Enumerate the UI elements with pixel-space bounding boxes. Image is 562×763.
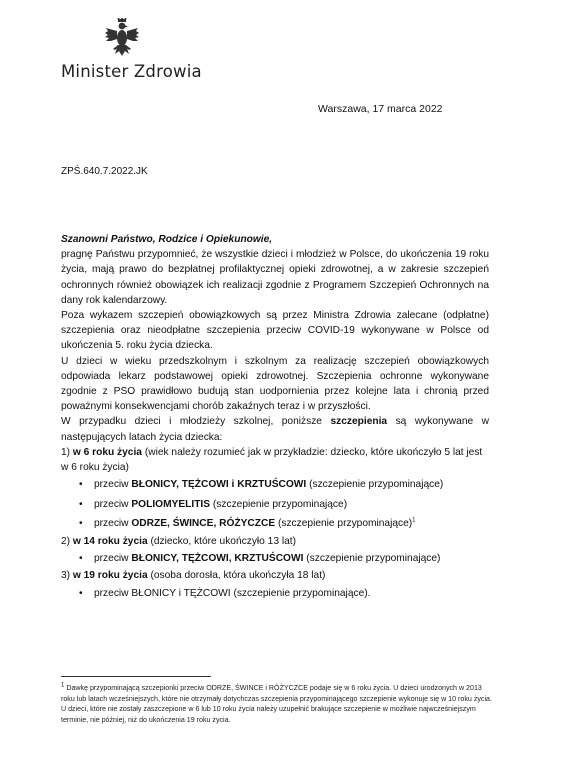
greeting: Szanowni Państwo, Rodzice i Opiekunowie, (61, 234, 273, 245)
vaccine-list-3 (61, 584, 489, 604)
paragraph-4: W przypadku dzieci i młodzieży szkolnej, poniższe szczepienia są wykonywane w następujących latach życia dziecka: (61, 416, 489, 443)
vaccine-item: • przeciw BŁONICY, TĘŻCOWI, KRZTUŚCOWI (szczepienie przypominające) (61, 549, 489, 569)
schedule-section-3: 3) w 19 roku życia (osoba dorosła, która ukończyła 18 lat) (61, 570, 326, 582)
schedule-section-1: 1) w 6 roku życia (wiek należy rozumieć jak w przykładzie: dziecko, które ukończyło 5 lat jest w 6 roku życia) (61, 446, 483, 474)
vaccine-item: • przeciw ODRZE, ŚWINCE, RÓŻYCZCE (szczepienie przypominające)$^1$ (61, 514, 489, 534)
paragraph-2: Poza wykazem szczepień obowiązkowych są przez Ministra Zdrowia zalecane (odpłatne) szczepienia oraz nieodpłatne szczepienia przeciw COVID-19 wykonywane w Polsce od ukończenia 5. roku życia dziecka. (61, 310, 489, 352)
vaccine-list-1 (61, 475, 489, 534)
footnote-divider (61, 676, 211, 677)
schedule-section-2: 2) w 14 roku życia (dziecko, które ukończyło 13 lat) (61, 535, 296, 547)
footnote-ref: 1 (412, 517, 416, 524)
vaccine-list-2 (61, 549, 489, 569)
ministry-title: Minister Zdrowia (61, 62, 202, 81)
vaccine-item: • przeciw BŁONICY i TĘŻCOWI (szczepienie przypominające). (61, 584, 489, 604)
polish-eagle-emblem-icon (104, 18, 140, 60)
vaccine-item: • przeciw POLIOMYELITIS (szczepienie przypominające) (61, 495, 489, 515)
vaccine-item: • przeciw BŁONICY, TĘŻCOWI i KRZTUŚCOWI (szczepienie przypominające) (61, 475, 489, 495)
paragraph-3: U dzieci w wieku przedszkolnym i szkolnym za realizację szczepień obowiązkowych odpowiada lekarz podstawowej opieki zdrowotnej. Szczepienia ochronne wykonywane zgodnie z PSO prawidłowo budują stan uodpornienia przez kolejne lata i chronią przed poważnymi konsekwencjami chorób zakaźnych teraz i w przyszłości. (61, 355, 489, 413)
letter-date: Warszawa, 17 marca 2022 (318, 103, 443, 115)
paragraph-1: pragnę Państwu przypomnieć, że wszystkie dzieci i młodzież w Polsce, do ukończenia 19 roku życia, mają prawo do bezpłatnej profilaktycznej opieki zdrowotnej, a w zakresie szczepień ochronnych również obowiązek ich realizacji zgodnie z Programem Szczepień Ochronnych na dany rok kalendarzowy. (61, 249, 489, 306)
reference-number: ZPŚ.640.7.2022.JK (61, 166, 148, 177)
footnote: $^1$ Dawkę przypominającą szczepionki przeciw ODRZE, ŚWINCE i RÓŻYCZCE podaje się w 6 roku życia. U dzieci urodzonych w 2013 roku lub latach wcześniejszych, które nie otrzymały dotychczas szczepienia przypominającego szczepienie wykonuje się w 10 roku życia. U dzieci, które nie zostały zaszczepione w 6 lub 10 roku życia należy uzupełnić brakujące szczepienie w możliwie najwcześniejszym terminie, nie później, niż do ukończenia 19 roku życia. (61, 682, 492, 724)
letter-body (61, 232, 489, 603)
